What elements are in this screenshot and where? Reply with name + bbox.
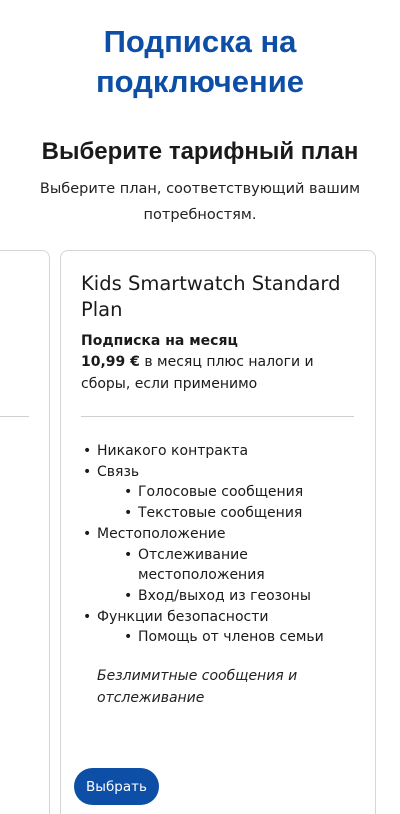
feature-item: • Функции безопасности	[81, 607, 361, 628]
card-divider	[81, 416, 354, 417]
plan-name: Kids Smartwatch Standard Plan	[81, 272, 341, 321]
feature-subitem: • Помощь от членов семьи	[81, 627, 361, 648]
feature-subitem: • Отслеживание местоположения	[81, 545, 361, 586]
plan-note: Безлимитные сообщения и отслеживание	[97, 668, 298, 706]
plan-price-suffix: в месяц плюс налоги и сборы, если применимо	[81, 354, 314, 392]
feature-subitem: • Голосовые сообщения	[81, 482, 361, 503]
previous-plan-divider	[0, 416, 29, 417]
plans-heading: Выберите тарифный план	[41, 138, 359, 165]
page-title: Подписка на подключение	[95, 24, 305, 99]
feature-item: • Связь	[81, 462, 361, 483]
feature-list	[81, 441, 361, 648]
plans-subtitle: Выберите план, соответствующий вашим потребностям.	[39, 181, 361, 223]
feature-item: • Местоположение	[81, 524, 361, 545]
plan-period: Подписка на месяц	[81, 333, 238, 349]
select-plan-button[interactable]: Выбрать	[74, 768, 159, 805]
previous-plan-card[interactable]	[0, 250, 50, 814]
plan-card	[60, 250, 376, 814]
feature-subitem: • Текстовые сообщения	[81, 503, 361, 524]
plan-price-amount: 10,99 €	[81, 354, 140, 370]
feature-item: • Никакого контракта	[81, 441, 361, 462]
plan-price	[81, 351, 361, 395]
feature-subitem: • Вход/выход из геозоны	[81, 586, 361, 607]
